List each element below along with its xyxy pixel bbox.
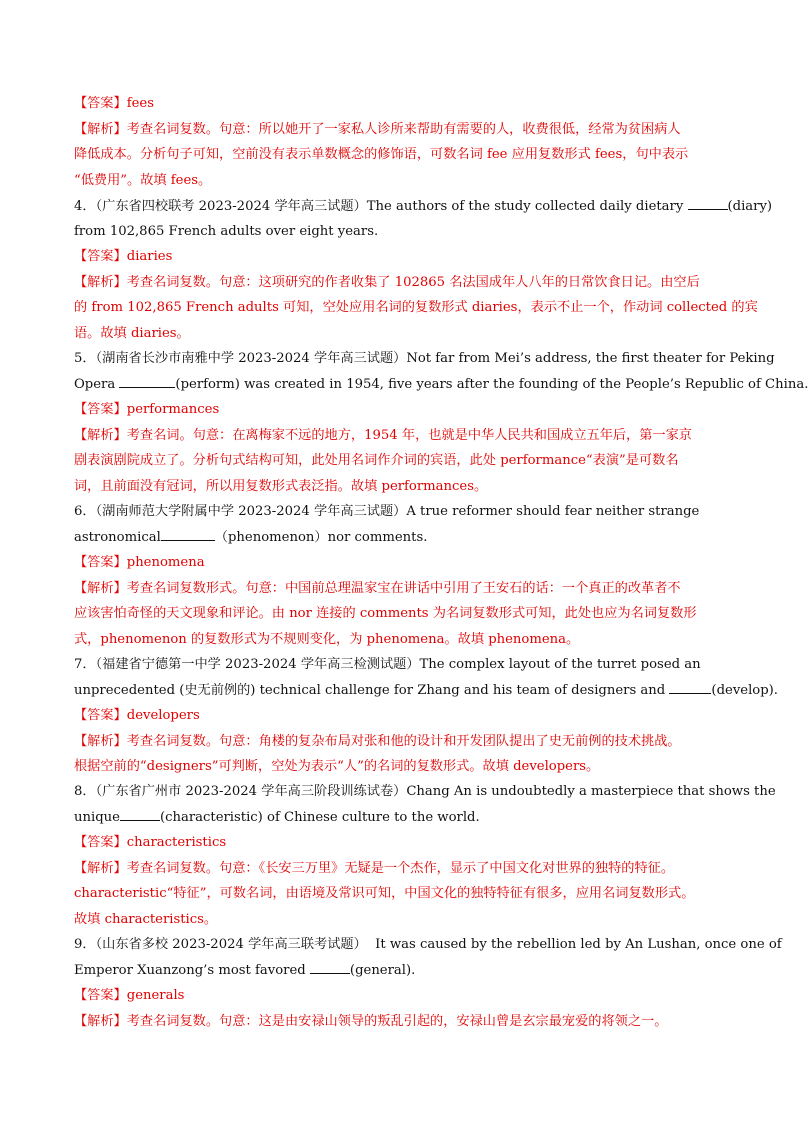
question-9: 9．（山东省多校 2023-2024 学年高三联考试题） It was caused by the rebellion led by An Lushan, once one of: [74, 937, 782, 952]
question-source: （广东省广州市 2023-2024 学年高三阶段训练试卷）: [95, 784, 407, 799]
answer-text: performances: [126, 402, 220, 417]
analysis-line: 语。故填 diaries。: [74, 326, 190, 341]
question-number: 4．: [74, 199, 96, 214]
answer-blank[interactable]: [688, 197, 728, 210]
analysis-line: 【解析】考查名词复数。句意：这是由安禄山领导的叛乱引起的，安禄山曾是玄宗最宠爱的将领之一。: [74, 1014, 668, 1029]
answer-text: developers: [126, 708, 200, 723]
analysis-line: 根据空前的“designers”可判断，空处为表示“人”的名词的复数形式。故填 developers。: [74, 759, 600, 774]
analysis-line: characteristic“特征”，可数名词，由语境及常识可知，中国文化的独特特征有很多，应用名词复数形式。: [74, 886, 695, 901]
answer-line: 【答案】performances: [74, 402, 220, 417]
analysis-line: 词，且前面没有冠词，所以用复数形式表泛指。故填 performances。: [74, 479, 488, 494]
analysis-line: 故填 characteristics。: [74, 912, 218, 927]
question-number: 9．: [74, 937, 96, 952]
analysis-line: 应该害怕奇怪的天文现象和评论。由 nor 连接的 comments 为名词复数形式可知，此处也应为名词复数形: [74, 606, 697, 621]
analysis-line: 式，phenomenon 的复数形式为不规则变化，为 phenomena。故填 phenomena。: [74, 632, 580, 647]
question-source: （湖南师范大学附属中学 2023-2024 学年高三试题）: [95, 504, 407, 519]
question-source: （广东省四校联考 2023-2024 学年高三试题）: [95, 199, 367, 214]
question-number: 7．: [74, 657, 96, 672]
question-6: 6．（湖南师范大学附属中学 2023-2024 学年高三试题）A true reformer should fear neither strange: [74, 504, 700, 519]
answer-text: diaries: [126, 249, 173, 264]
answer-text: fees: [126, 96, 155, 111]
analysis-line: 剧表演剧院成立了。分析句式结构可知，此处用名词作介词的宾语，此处 performance“表演”是可数名: [74, 453, 679, 468]
answer-text: generals: [126, 988, 185, 1003]
question-text: Emperor Xuanzong’s most favored (general).: [74, 963, 416, 978]
question-text: unprecedented (史无前例的) technical challenge for Zhang and his team of designers and (develop).: [74, 683, 779, 698]
answer-blank[interactable]: [310, 961, 350, 974]
answer-line: 【答案】phenomena: [74, 555, 205, 570]
analysis-line: 【解析】考查名词。句意：在离梅家不远的地方，1954 年，也就是中华人民共和国成立五年后，第一家京: [74, 428, 692, 443]
analysis-line: 的 from 102,865 French adults 可知，空处应用名词的复数形式 diaries，表示不止一个，作动词 collected 的宾: [74, 300, 758, 315]
question-number: 8．: [74, 784, 96, 799]
question-5: 5．（湖南省长沙市南雅中学 2023-2024 学年高三试题）Not far from Mei’s address, the first theater for Peking: [74, 351, 775, 366]
question-source: （湖南省长沙市南雅中学 2023-2024 学年高三试题）: [95, 351, 407, 366]
question-4: 4．（广东省四校联考 2023-2024 学年高三试题）The authors of the study collected daily dietary (diary): [74, 199, 773, 214]
question-text: Opera (perform) was created in 1954, five years after the founding of the People’s Republic of China.: [74, 377, 808, 392]
analysis-line: 降低成本。分析句子可知，空前没有表示单数概念的修饰语，可数名词 fee 应用复数形式 fees，句中表示: [74, 147, 689, 162]
analysis-line: 【解析】考查名词复数。句意：所以她开了一家私人诊所来帮助有需要的人，收费很低，经常为贫困病人: [74, 122, 681, 137]
question-text: astronomical （phenomenon）nor comments.: [74, 530, 428, 545]
answer-text: characteristics: [126, 835, 227, 850]
question-text: from 102,865 French adults over eight years.: [74, 224, 379, 239]
answer-text: phenomena: [126, 555, 205, 570]
question-7: 7．（福建省宁德第一中学 2023-2024 学年高三检测试题）The complex layout of the turret posed an: [74, 657, 701, 672]
analysis-line: 【解析】考查名词复数。句意：角楼的复杂布局对张和他的设计和开发团队提出了史无前例的技术挑战。: [74, 734, 681, 749]
question-text: unique (characteristic) of Chinese culture to the world.: [74, 810, 480, 825]
question-8: 8．（广东省广州市 2023-2024 学年高三阶段训练试卷）Chang An is undoubtedly a masterpiece that shows the: [74, 784, 776, 799]
answer-line: 【答案】generals: [74, 988, 185, 1003]
answer-line: 【答案】diaries: [74, 249, 173, 264]
answer-blank[interactable]: [669, 681, 711, 694]
answer-blank[interactable]: [120, 808, 160, 821]
question-number: 6．: [74, 504, 96, 519]
question-source: （山东省多校 2023-2024 学年高三联考试题）: [95, 937, 367, 952]
answer-line: 【答案】fees: [74, 96, 155, 111]
answer-blank[interactable]: [119, 375, 175, 388]
analysis-line: 【解析】考查名词复数。句意：这项研究的作者收集了 102865 名法国成年人八年的日常饮食日记。由空后: [74, 275, 700, 290]
answer-line: 【答案】characteristics: [74, 835, 227, 850]
question-source: （福建省宁德第一中学 2023-2024 学年高三检测试题）: [95, 657, 420, 672]
analysis-line: 【解析】考查名词复数形式。句意：中国前总理温家宝在讲话中引用了王安石的话：一个真正的改革者不: [74, 581, 681, 596]
answer-blank[interactable]: [161, 528, 215, 541]
analysis-line: “低费用”。故填 fees。: [74, 173, 212, 188]
analysis-line: 【解析】考查名词复数。句意：《长安三万里》无疑是一个杰作，显示了中国文化对世界的独特的特征。: [74, 861, 675, 876]
question-number: 5．: [74, 351, 96, 366]
answer-line: 【答案】developers: [74, 708, 200, 723]
